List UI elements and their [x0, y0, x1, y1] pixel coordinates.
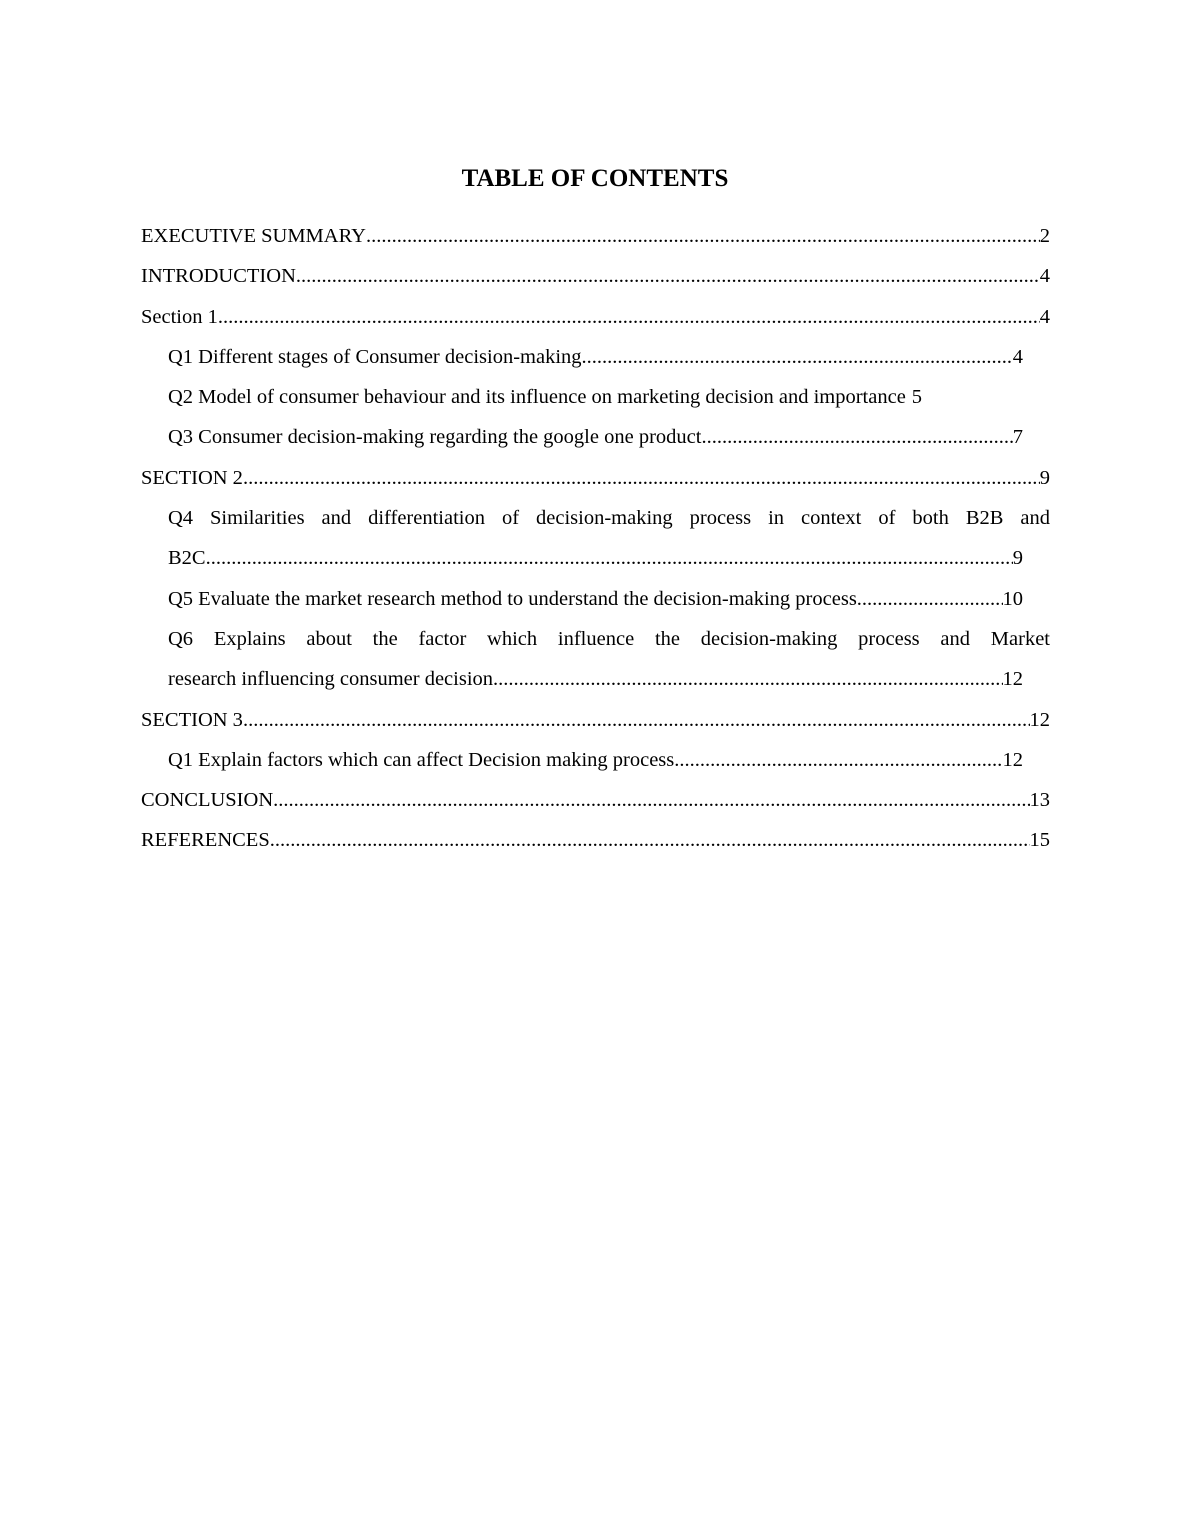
toc-dot-leader: [674, 740, 1002, 780]
toc-dot-leader: [493, 659, 1002, 699]
toc-entry-q5-market-research[interactable]: [168, 579, 1023, 619]
toc-dot-leader: [296, 256, 1040, 296]
toc-page-number: 9: [1012, 547, 1023, 570]
toc-entry-label: Section 1: [141, 305, 218, 328]
toc-dot-leader: [701, 417, 1012, 457]
toc-entry-label: Q2 Model of consumer behaviour and its influence on marketing decision and importance: [168, 386, 906, 409]
toc-entry-label: INTRODUCTION: [141, 265, 296, 288]
toc-dot-leader: [582, 337, 1013, 377]
toc-entry-q1-stages[interactable]: [168, 337, 1023, 377]
toc-entry-label: Q3 Consumer decision-making regarding the google one product: [168, 426, 702, 449]
toc-entry-introduction[interactable]: [141, 256, 1050, 296]
toc-entry-label: REFERENCES: [141, 829, 270, 852]
toc-entry-label-line-2: research influencing consumer decision: [168, 668, 494, 691]
toc-entry-label: CONCLUSION: [141, 789, 274, 812]
toc-entry-references[interactable]: [141, 820, 1050, 860]
toc-entry-section-3[interactable]: [141, 700, 1050, 740]
toc-entry-conclusion[interactable]: [141, 780, 1050, 820]
toc-page-number: 10: [1002, 587, 1023, 610]
toc-page-number: 4: [1012, 345, 1023, 368]
toc-entry-executive-summary[interactable]: [141, 216, 1050, 256]
toc-entry-q1-affect-factors[interactable]: [168, 740, 1023, 780]
toc-entry-section-1[interactable]: [141, 297, 1050, 337]
toc-page-number: 5: [911, 386, 923, 409]
toc-entry-label-line-1: Q6 Explains about the factor which influence the decision-making process and Market: [168, 627, 1050, 650]
toc-entry-q3-google-one[interactable]: [168, 417, 1023, 457]
toc-entry-q6-factors[interactable]: [168, 619, 1050, 700]
toc-dot-leader: [206, 538, 1013, 578]
toc-dot-leader: [273, 780, 1029, 820]
toc-dot-leader: [857, 579, 1003, 619]
toc-entry-label-line-1: Q4 Similarities and differentiation of decision-making process in context of both B2B and: [168, 507, 1050, 530]
toc-entry-q2-model[interactable]: [168, 377, 1023, 417]
toc-page-number: 12: [1002, 748, 1023, 771]
toc-page-number: 4: [1039, 265, 1050, 288]
toc-dot-leader: [243, 458, 1040, 498]
toc-entry-label: Q1 Different stages of Consumer decision-making: [168, 345, 582, 368]
toc-page-number: 2: [1039, 225, 1050, 247]
toc-page-number: 12: [1029, 708, 1050, 731]
toc-entry-label-line-2: B2C: [168, 547, 206, 570]
toc-dot-leader: [270, 820, 1030, 860]
toc-entry-label: Q1 Explain factors which can affect Decision making process: [168, 748, 675, 771]
toc-entry-label: Q5 Evaluate the market research method to understand the decision-making process: [168, 587, 857, 610]
toc-dot-leader: [218, 297, 1040, 337]
toc-entry-label: EXECUTIVE SUMMARY: [141, 225, 366, 247]
table-of-contents: [141, 216, 1050, 861]
toc-title: TABLE OF CONTENTS: [461, 165, 729, 192]
toc-entry-label: SECTION 2: [141, 466, 243, 489]
toc-page-number: 13: [1029, 789, 1050, 812]
toc-page-number: 9: [1039, 466, 1050, 489]
toc-entry-label: SECTION 3: [141, 708, 243, 731]
toc-page-number: 4: [1039, 305, 1050, 328]
toc-dot-leader: [366, 216, 1040, 256]
toc-dot-leader: [243, 700, 1030, 740]
toc-entry-section-2[interactable]: [141, 458, 1050, 498]
toc-page-number: 12: [1002, 668, 1023, 691]
toc-page-number: 15: [1029, 829, 1050, 852]
toc-entry-q4-b2b-b2c[interactable]: [168, 498, 1050, 579]
toc-page-number: 7: [1012, 426, 1023, 449]
